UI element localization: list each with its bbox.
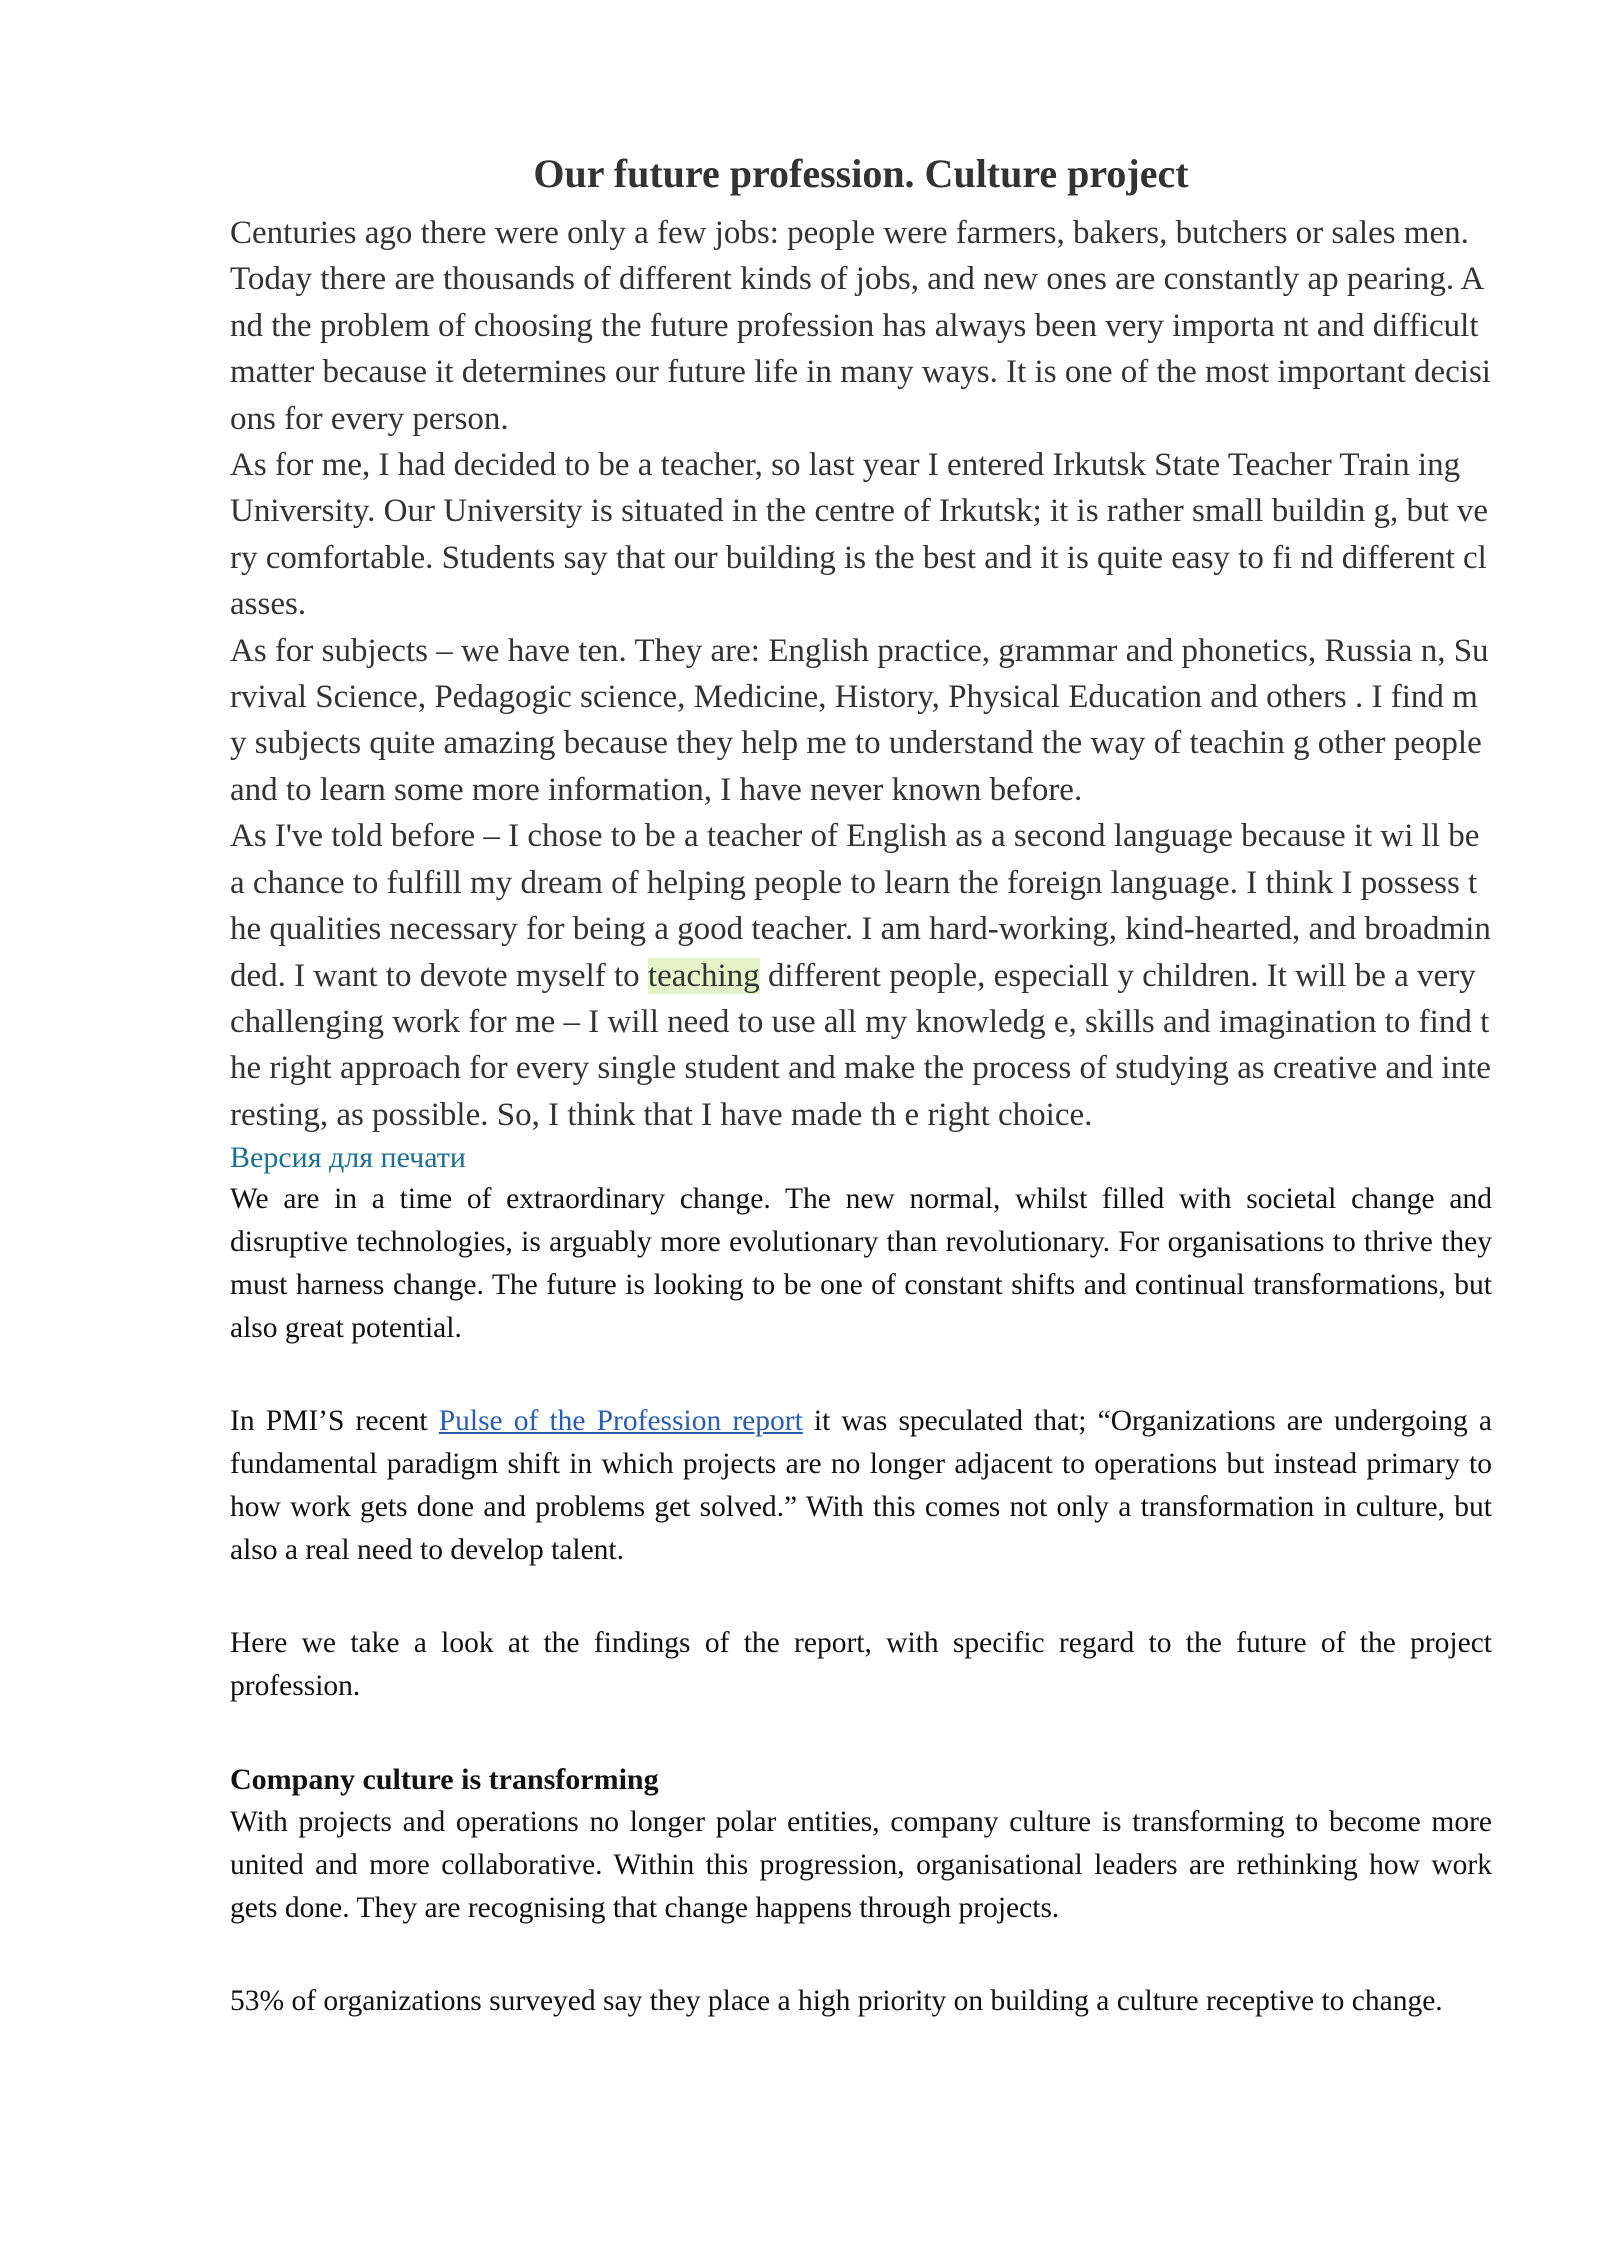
essay-paragraph-4-end: different people, especiall y children. It will be a very challenging work for me – I will need to use all my knowledg e, skills and imagination to find the right approach for every single student and make the process of studying as creative and interesting, as possible. So, I think that I have made th e right choice. — [230, 957, 1491, 1133]
document-page — [230, 148, 1492, 2023]
paragraph-gap — [230, 1572, 1492, 1622]
page-title: Our future profession. Culture project — [533, 151, 1189, 196]
essay-paragraph-3: As for subjects – we have ten. They are: English practice, grammar and phonetics, Russia n, Survival Science, Pedagogic science, Medicine, History, Physical Education and others . I find my subjects quite amazing because they help me to understand the way of teachin g other people and to learn some more information, I have never known before. — [230, 632, 1489, 808]
essay-section — [230, 210, 1492, 1138]
section-heading: Company culture is transforming — [230, 1763, 659, 1797]
paragraph-gap — [230, 1930, 1492, 1980]
article-paragraph-2 — [230, 1400, 1492, 1572]
paragraph-gap — [230, 1350, 1492, 1400]
article-paragraph-5: 53% of organizations surveyed say they place a high priority on building a culture receptive to change. — [230, 1985, 1443, 2018]
article-paragraph-4: With projects and operations no longer polar entities, company culture is transforming to become more united and more collaborative. Within this progression, organisational leaders are rethinking how work gets done. They are recognising that change happens through projects. — [230, 1806, 1492, 1925]
article-paragraph-2-end: it was speculated that; “Organizations are undergoing a fundamental paradigm shift in which projects are no longer adjacent to operations but instead primary to how work gets done and problems get solved.” With this comes not only a transformation in culture, but also a real need to develop talent. — [230, 1405, 1493, 1567]
article-paragraph-2-start: In PMI’S recent — [230, 1405, 439, 1438]
essay-paragraph-4-start: As I've told before – I chose to be a teacher of English as a second language because it wi ll be a chance to fulfill my dream of helping people to learn the foreign language. I think I possess the qualities necessary for being a good teacher. I am hard-working, kind-hearted, and broadminded. I want to devote myself to — [230, 818, 1491, 994]
essay-paragraph-2: As for me, I had decided to be a teacher, so last year I entered Irkutsk State Teacher Train ing University. Our University is situated in the centre of Irkutsk; it is rather small buildin g, but very comfortable. Students say that our building is the best and it is quite easy to fi nd different classes. — [230, 447, 1489, 623]
article-section — [230, 1178, 1492, 2023]
article-paragraph-3: Here we take a look at the findings of the report, with specific regard to the future of the project profession. — [230, 1627, 1492, 1703]
print-version-link[interactable]: Версия для печати — [230, 1141, 466, 1175]
highlighted-word: teaching — [647, 957, 760, 994]
article-paragraph-1: We are in a time of extraordinary change. The new normal, whilst filled with societal change and disruptive technologies, is arguably more evolutionary than revolutionary. For organisations to thrive they must harness change. The future is looking to be one of constant shifts and continual transformations, but also great potential. — [230, 1183, 1492, 1345]
essay-paragraph-1: Centuries ago there were only a few jobs: people were farmers, bakers, butchers or sales men. Today there are thousands of different kinds of jobs, and new ones are constantly ap pearing. And the problem of choosing the future profession has always been very importa nt and difficult matter because it determines our future life in many ways. It is one of the most important decisions for every person. — [230, 215, 1491, 437]
paragraph-gap — [230, 1708, 1492, 1758]
essay-paragraph-4 — [230, 813, 1492, 1138]
pulse-report-link[interactable]: Pulse of the Profession report — [438, 1405, 803, 1438]
